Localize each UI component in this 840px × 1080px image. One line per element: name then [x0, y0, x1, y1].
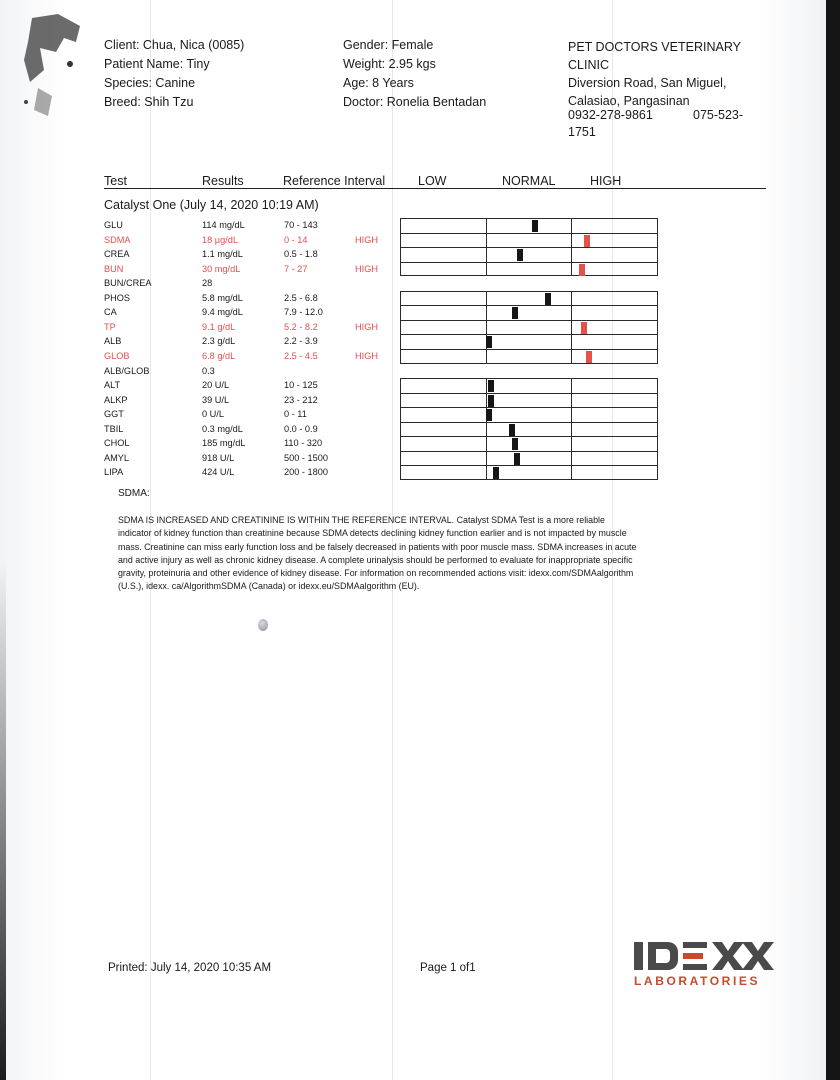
test-reference: 0.5 - 1.8 [284, 249, 318, 260]
result-marker [545, 293, 551, 305]
test-reference: 2.5 - 6.8 [284, 292, 318, 303]
clinic-address: Diversion Road, San Miguel, [568, 76, 727, 90]
test-reference: 10 - 125 [284, 380, 318, 391]
test-name: AMYL [104, 452, 130, 463]
range-row-line [401, 305, 657, 306]
clinic-phone-2-cont: 1751 [568, 125, 596, 139]
test-result: 18 µg/dL [202, 234, 238, 245]
age: Age: 8 Years [343, 76, 414, 90]
result-marker [486, 409, 492, 421]
test-name: CHOL [104, 438, 130, 449]
result-marker [486, 336, 492, 348]
test-result: 114 mg/dL [202, 220, 245, 230]
test-name: LIPA [104, 467, 124, 478]
range-chart-box [400, 378, 658, 480]
col-low: LOW [418, 174, 447, 188]
range-row-line [401, 233, 657, 234]
range-row-line [401, 436, 657, 437]
note-title: SDMA: [118, 488, 150, 499]
result-marker [509, 424, 515, 436]
range-divider [486, 379, 487, 479]
section-title: Catalyst One (July 14, 2020 10:19 AM) [104, 198, 319, 212]
range-row-line [401, 407, 657, 408]
client-name: Client: Chua, Nica (0085) [104, 38, 245, 52]
test-name: GLOB [104, 350, 130, 361]
test-name: PHOS [104, 292, 131, 303]
test-result: 28 [202, 278, 213, 289]
clinic-phone: 0932-278-9861 [568, 108, 653, 122]
result-marker [532, 220, 538, 232]
range-divider [571, 292, 572, 363]
test-name: ALB/GLOB [104, 365, 150, 376]
test-reference: 5.2 - 8.2 [284, 321, 318, 332]
test-result: 6.8 g/dL [202, 350, 236, 361]
test-name: CA [104, 307, 117, 318]
range-chart-box [400, 218, 658, 276]
range-row-line [401, 393, 657, 394]
range-row-line [401, 465, 657, 466]
col-normal: NORMAL [502, 174, 556, 188]
test-name: TBIL [104, 423, 124, 434]
test-reference: 2.5 - 4.5 [284, 350, 318, 361]
test-result: 30 mg/dL [202, 263, 241, 274]
result-marker [514, 453, 520, 465]
test-flag: HIGH [355, 263, 378, 274]
test-name: TP [104, 321, 116, 332]
clinic-phone-2: 075-523- [693, 108, 744, 122]
printed-date: Printed: July 14, 2020 10:35 AM [108, 962, 272, 974]
clinic-address-2: Calasiao, Pangasinan [568, 94, 690, 108]
test-result: 0 U/L [202, 409, 224, 420]
range-row-line [401, 422, 657, 423]
scan-dot [258, 619, 268, 631]
test-name: GLU [104, 220, 123, 230]
result-marker [493, 467, 499, 479]
test-name: CREA [104, 249, 130, 260]
test-reference: 2.2 - 3.9 [284, 336, 318, 347]
scan-shadow [0, 560, 6, 1080]
result-marker [488, 380, 494, 392]
col-reference: Reference Interval [283, 174, 386, 188]
doctor: Doctor: Ronelia Bentadan [343, 95, 487, 109]
test-name: ALB [104, 336, 122, 347]
test-result: 20 U/L [202, 380, 230, 391]
range-row-line [401, 262, 657, 263]
test-result: 0.3 mg/dL [202, 423, 243, 434]
scan-edge [826, 0, 840, 1080]
test-result: 185 mg/dL [202, 438, 246, 449]
note-text: SDMA IS INCREASED AND CREATININE IS WITHIN THE REFERENCE INTERVAL. Catalyst SDMA Test is a more reliable indicator of kidney function than creatinine because SDMA detects declining kidney function earlier and is not impacted by muscle mass. Creatinine can miss early function loss and be falsely decreased in patients with poor muscle mass. SDMA increases in acute and active injury as well as chronic kidney disease. A complete urinalysis should be performed to evaluate for inappropriate specific gravity, proteinuria and other evidence of kidney disease. For information on recommended actions visit: idexx.com/SDMAalgorithm (U.S.), idexx. ca/AlgorithmSDMA (Canada) or idexx.eu/SDMAalgorithm (EU). [118, 515, 637, 592]
col-test: Test [104, 174, 127, 188]
test-reference: 500 - 1500 [284, 452, 328, 463]
ink-smudge-icon [18, 12, 88, 122]
page-number: Page 1 of1 [420, 962, 476, 974]
range-row-line [401, 320, 657, 321]
test-result: 2.3 g/dL [202, 336, 236, 347]
test-name: BUN [104, 263, 124, 274]
result-marker [517, 249, 523, 261]
range-row-line [401, 451, 657, 452]
test-name: GGT [104, 409, 124, 420]
result-marker [586, 351, 592, 363]
range-row-line [401, 247, 657, 248]
test-result: 918 U/L [202, 452, 235, 463]
result-marker [581, 322, 587, 334]
range-chart-box [400, 291, 658, 364]
test-reference: 200 - 1800 [284, 467, 328, 478]
breed: Breed: Shih Tzu [104, 95, 194, 109]
result-marker [579, 264, 585, 276]
result-marker [488, 395, 494, 407]
test-name: SDMA [104, 234, 131, 245]
test-reference: 110 - 320 [284, 438, 323, 449]
test-result: 39 U/L [202, 394, 230, 405]
idexx-laboratories: LABORATORIES [634, 974, 761, 988]
test-result: 5.8 mg/dL [202, 292, 243, 303]
range-row-line [401, 349, 657, 350]
test-name: ALT [104, 380, 121, 391]
range-divider [571, 379, 572, 479]
header-rule [104, 188, 766, 189]
test-flag: HIGH [355, 350, 378, 361]
test-reference: 23 - 212 [284, 394, 318, 405]
range-row-line [401, 334, 657, 335]
test-reference: 0.0 - 0.9 [284, 423, 318, 434]
col-results: Results [202, 174, 244, 188]
col-high: HIGH [590, 174, 622, 188]
test-name: ALKP [104, 394, 128, 405]
test-result: 424 U/L [202, 467, 235, 478]
range-divider [486, 292, 487, 363]
test-flag: HIGH [355, 321, 378, 332]
test-result: 9.1 g/dL [202, 321, 236, 332]
test-reference: 70 - 143 [284, 220, 318, 230]
gender: Gender: Female [343, 38, 434, 52]
clinic-name-2: CLINIC [568, 58, 609, 72]
weight: Weight: 2.95 kgs [343, 57, 436, 71]
test-name: BUN/CREA [104, 278, 152, 289]
test-flag: HIGH [355, 234, 378, 245]
result-marker [584, 235, 590, 247]
test-reference: 7.9 - 12.0 [284, 307, 323, 318]
patient-name: Patient Name: Tiny [104, 57, 210, 71]
result-marker [512, 438, 518, 450]
species: Species: Canine [104, 76, 196, 90]
test-result: 1.1 mg/dL [202, 249, 243, 260]
test-result: 0.3 [202, 365, 215, 376]
test-result: 9.4 mg/dL [202, 307, 243, 318]
result-marker [512, 307, 518, 319]
test-reference: 7 - 27 [284, 263, 308, 274]
clinic-name: PET DOCTORS VETERINARY [568, 40, 741, 54]
test-reference: 0 - 11 [284, 409, 307, 420]
test-reference: 0 - 14 [284, 234, 308, 245]
